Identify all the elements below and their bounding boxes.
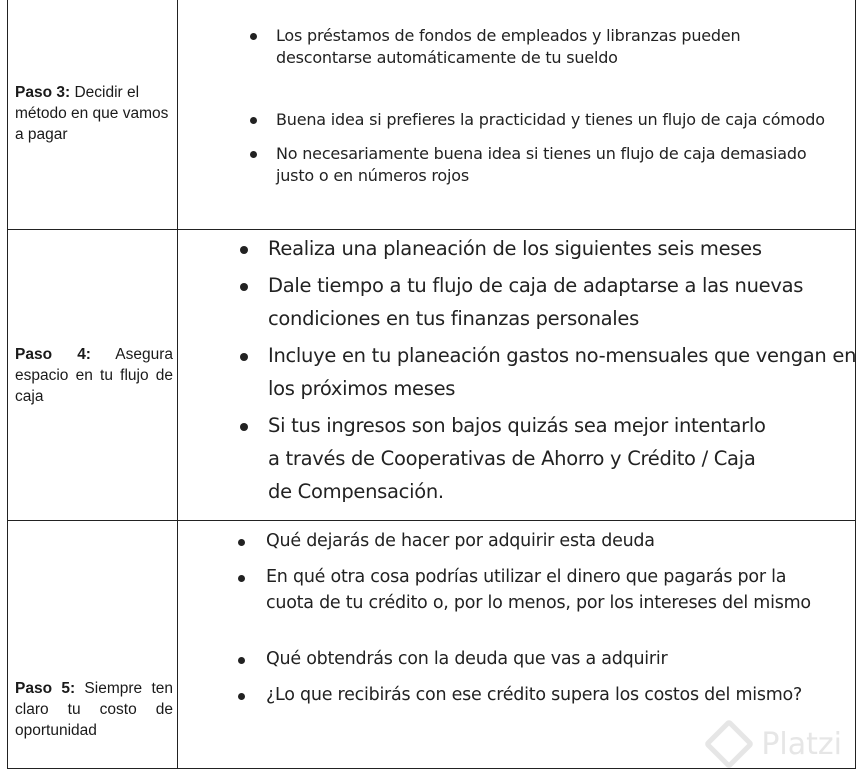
step-number: Paso 5: (15, 680, 76, 697)
table-row-paso-3 (8, 0, 856, 230)
bullet-list (178, 521, 855, 708)
step-label-cell (8, 521, 178, 769)
list-item: Dale tiempo a tu flujo de caja de adaptarse a las nuevas condiciones en tus finanzas personales (240, 269, 838, 335)
list-item: Qué dejarás de hacer por adquirir esta deuda (238, 528, 855, 554)
list-item: ¿Lo que recibirás con ese crédito supera los costos del mismo? (238, 682, 855, 708)
watermark-text: Platzi (761, 726, 842, 762)
list-item: Incluye en tu planeación gastos no-mensuales que vengan en los próximos meses (240, 339, 858, 405)
list-item: Qué obtendrás con la deuda que vas a adquirir (238, 646, 855, 672)
list-item: Realiza una planeación de los siguientes seis meses (240, 232, 855, 265)
step-content-cell (178, 0, 856, 230)
step-label-cell (8, 0, 178, 230)
list-item: No necesariamente buena idea si tienes un flujo de caja demasiado justo o en números rojos (250, 143, 816, 187)
platzi-logo-icon (704, 719, 755, 769)
steps-table (7, 0, 856, 769)
step-title: Asegura espacio en tu flujo de caja (15, 345, 174, 405)
list-item: En qué otra cosa podrías utilizar el dinero que pagarás por la cuota de tu crédito o, por lo menos, por los intereses del mismo (238, 564, 836, 616)
step-title: Siempre ten claro tu costo de oportunidad (15, 680, 173, 739)
list-item: Buena idea si prefieres la practicidad y tienes un flujo de caja cómodo (250, 109, 855, 131)
bullet-list (178, 0, 855, 187)
bullet-list (178, 230, 855, 508)
step-number: Paso 3: (15, 83, 71, 101)
list-item: Los préstamos de fondos de empleados y libranzas pueden descontarse automáticamente de tu sueldo (250, 25, 776, 69)
step-label-cell (8, 230, 178, 521)
step-title: Decidir el método en que vamos a pagar (15, 83, 169, 143)
step-content-cell (178, 230, 856, 521)
platzi-watermark (711, 726, 842, 762)
table-row-paso-4 (8, 230, 856, 521)
list-item: Si tus ingresos son bajos quizás sea mejor intentarlo a través de Cooperativas de Ahorro y Crédito / Caja de Compensación. (240, 409, 768, 508)
step-number: Paso 4: (15, 345, 91, 363)
